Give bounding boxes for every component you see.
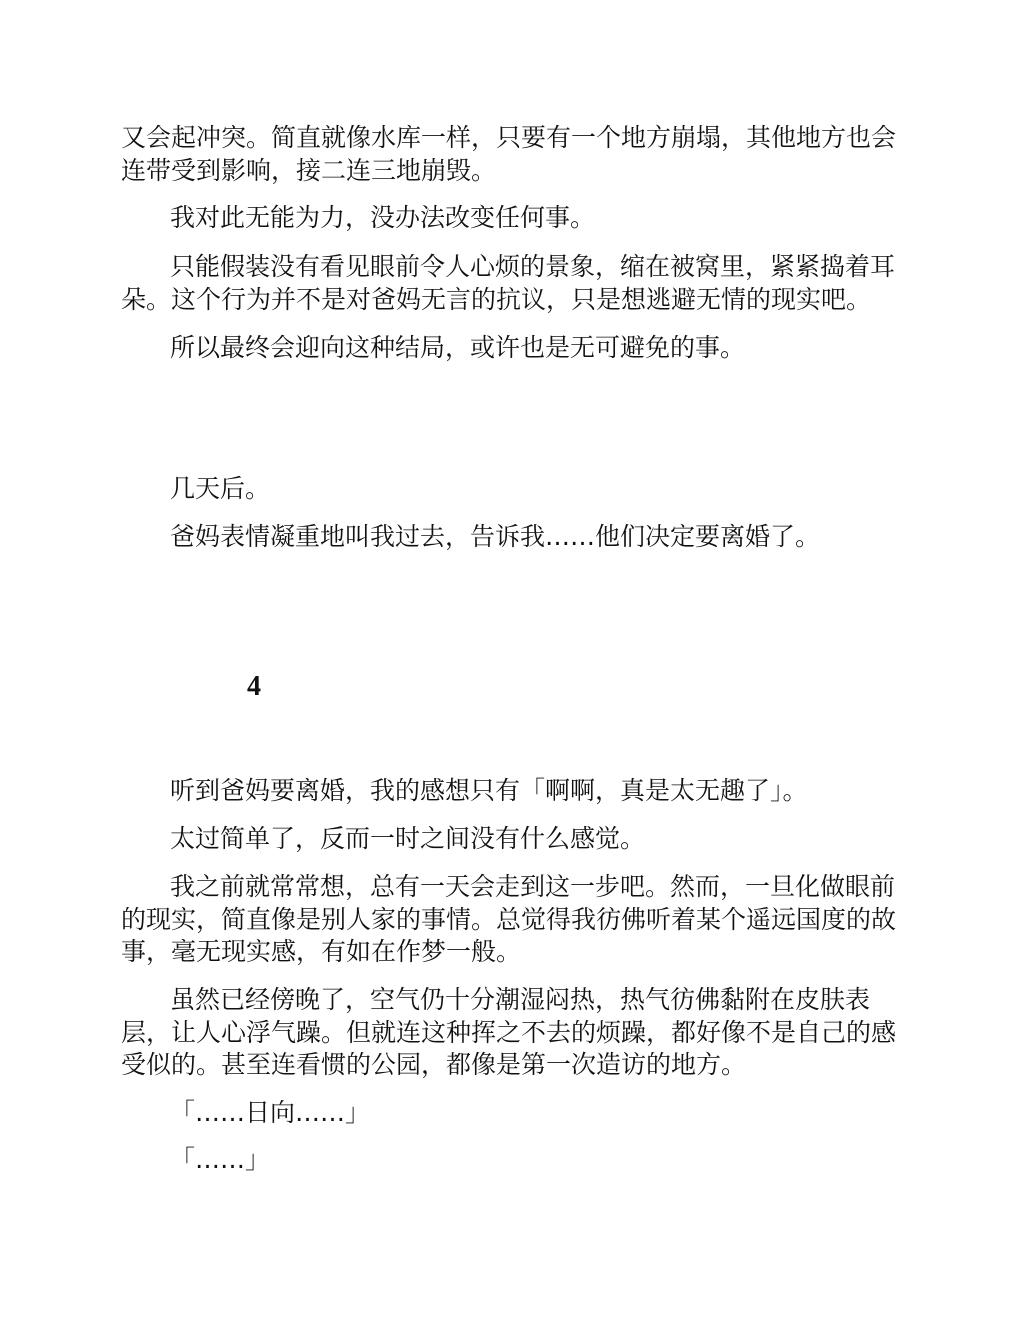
- text-line: 我对此无能为力，没办法改变任何事。: [170, 203, 596, 232]
- text-line: 所以最终会迎向这种结局，或许也是无可避免的事。: [170, 333, 746, 362]
- text-line: 太过简单了，反而一时之间没有什么感觉。: [170, 824, 646, 853]
- text-line: 「……」: [170, 1145, 271, 1174]
- text-line: 又会起冲突。简直就像水库一样，只要有一个地方崩塌，其他地方也会: [121, 123, 897, 152]
- chapter-number: 4: [247, 671, 261, 702]
- text-line: 几天后。: [170, 474, 271, 503]
- text-line: 受似的。甚至连看惯的公园，都像是第一次造访的地方。: [121, 1050, 747, 1079]
- text-line: 事，毫无现实感，有如在作梦一般。: [121, 937, 522, 966]
- text-line: 的现实，简直像是别人家的事情。总觉得我彷佛听着某个遥远国度的故: [121, 905, 897, 934]
- text-line: 虽然已经傍晚了，空气仍十分潮湿闷热，热气彷佛黏附在皮肤表: [170, 985, 871, 1014]
- text-line: 「……日向……」: [170, 1098, 371, 1127]
- text-line: 层，让人心浮气躁。但就连这种挥之不去的烦躁，都好像不是自己的感: [121, 1018, 897, 1047]
- text-line: 只能假装没有看见眼前令人心烦的景象，缩在被窝里，紧紧捣着耳: [170, 252, 896, 281]
- text-line: 听到爸妈要离婚，我的感想只有「啊啊，真是太无趣了」。: [170, 776, 808, 805]
- text-line: 爸妈表情凝重地叫我过去，告诉我……他们决定要离婚了。: [170, 522, 821, 551]
- text-line: 朵。这个行为并不是对爸妈无言的抗议，只是想逃避无情的现实吧。: [121, 285, 872, 314]
- text-line: 我之前就常常想，总有一天会走到这一步吧。然而，一旦化做眼前: [170, 872, 896, 901]
- text-line: 连带受到影响，接二连三地崩毁。: [121, 156, 497, 185]
